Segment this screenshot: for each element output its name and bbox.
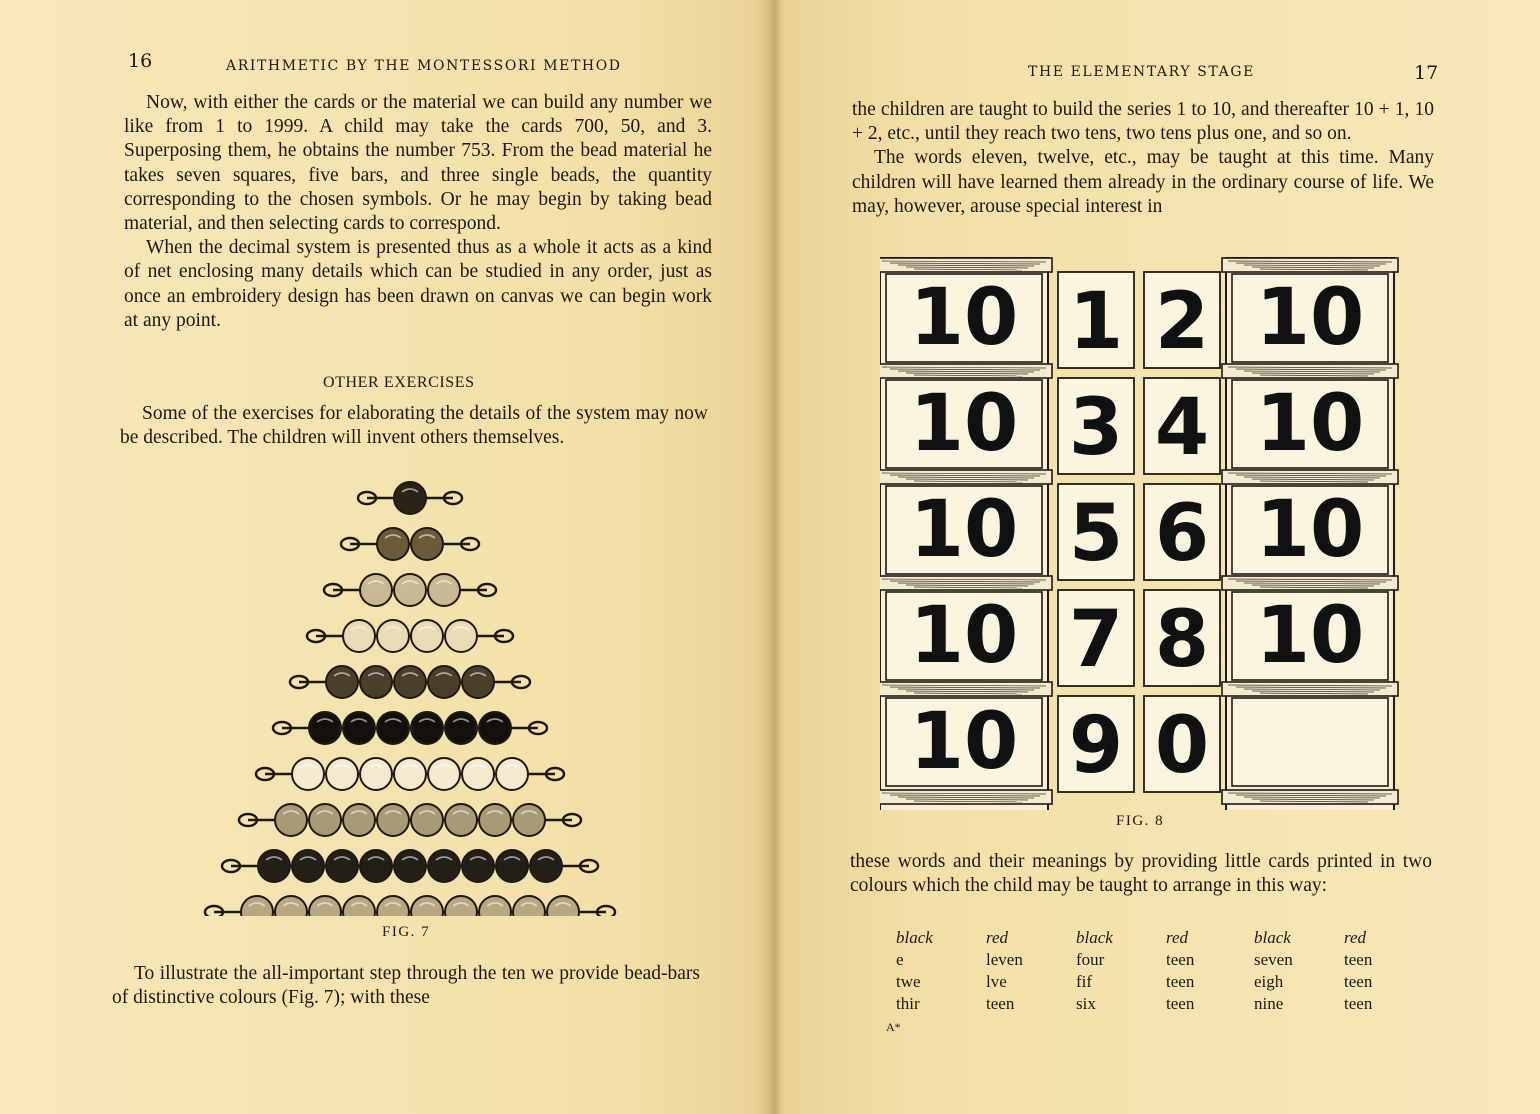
digit-card (1144, 378, 1220, 474)
bead-bar (290, 666, 530, 698)
bead (428, 758, 460, 790)
body-text (850, 850, 1432, 898)
bead (377, 804, 409, 836)
word-column (1344, 928, 1424, 1016)
word-column (896, 928, 976, 1016)
board-slat (1222, 258, 1398, 272)
bead (292, 758, 324, 790)
word-column (986, 928, 1066, 1016)
figure-caption: FIG. 8 (1116, 813, 1165, 829)
word-fragment: eigh (1254, 972, 1284, 991)
bead (360, 574, 392, 606)
board-slat (880, 470, 1052, 484)
board-slat (880, 682, 1052, 696)
signature-mark: A* (886, 1020, 901, 1034)
bead-bar (273, 712, 547, 744)
column-header: red (1166, 928, 1189, 947)
bead (445, 620, 477, 652)
bead (241, 896, 273, 916)
bead (394, 574, 426, 606)
digit-card-label: 6 (1154, 489, 1210, 579)
bead-bar (239, 804, 581, 836)
digit-card-label: 8 (1154, 595, 1210, 685)
word-fragment: leven (986, 950, 1023, 969)
bead (360, 758, 392, 790)
bead (445, 804, 477, 836)
bead (428, 850, 460, 882)
tens-card: 10 (1255, 273, 1365, 363)
bead (377, 712, 409, 744)
bead (411, 804, 443, 836)
column-header: black (1076, 928, 1113, 947)
word-fragment: thir (896, 994, 920, 1013)
paragraph: The words eleven, twelve, etc., may be taught at this time. Many children will have learned them already in the ordinary course of life. We may, however, arouse special interest in (852, 147, 1434, 217)
bead (343, 896, 375, 916)
digit-card-label: 9 (1068, 701, 1124, 791)
word-fragment: teen (1166, 994, 1195, 1013)
word-fragment: nine (1254, 994, 1284, 1013)
bead (377, 528, 409, 560)
board-slat (880, 258, 1052, 272)
word-fragment: teen (1344, 972, 1373, 991)
bead (394, 482, 426, 514)
bead (360, 666, 392, 698)
board-slat (880, 576, 1052, 590)
board-slat (880, 790, 1052, 804)
tens-card: 10 (909, 485, 1019, 575)
bead (275, 804, 307, 836)
bead (326, 758, 358, 790)
paragraph: these words and their meanings by providing little cards printed in two colours which the child may be taught to arrange in this way: (850, 851, 1432, 897)
bead (360, 850, 392, 882)
word-fragment: teen (1166, 972, 1195, 991)
bead-bar (205, 896, 615, 916)
paragraph: Now, with either the cards or the material we can build any number we like from 1 to 1999. A child may take the cards 700, 50, and 3. Superposing them, he obtains the number 753. From the bead material he takes seven squares, five bars, and three single beads, the quantity corresponding to the chosen symbols. Or he may begin by taking bead material, and then selecting cards to correspond. (124, 92, 712, 235)
right-page (776, 0, 1540, 1114)
body-text (112, 962, 700, 1010)
bead (462, 758, 494, 790)
bead (479, 804, 511, 836)
body-text (852, 98, 1434, 219)
body-text (124, 91, 712, 333)
body-text (120, 402, 708, 450)
bead (292, 850, 324, 882)
tens-card: 10 (1255, 379, 1365, 469)
board-slat (1222, 682, 1398, 696)
bead-bar (256, 758, 564, 790)
bead (394, 758, 426, 790)
paragraph: the children are taught to build the series 1 to 10, and thereafter 10 + 1, 10 + 2, etc., until they reach two tens, two tens plus one, and so on. (852, 99, 1434, 145)
digit-card (1058, 696, 1134, 792)
digit-card-label: 7 (1068, 595, 1124, 685)
word-fragment: teen (1166, 950, 1195, 969)
tens-card: 10 (909, 379, 1019, 469)
column-header: red (1344, 928, 1367, 947)
column-header: black (896, 928, 933, 947)
digit-card-label: 3 (1068, 383, 1124, 473)
bead (377, 620, 409, 652)
seguin-board-figure (880, 254, 1400, 810)
tens-board (1226, 258, 1394, 810)
bead (513, 804, 545, 836)
word-column (1254, 928, 1334, 1016)
digit-card (1058, 590, 1134, 686)
board-slat (1222, 470, 1398, 484)
word-column (1076, 928, 1156, 1016)
tens-card: 10 (1255, 485, 1365, 575)
digit-card (1144, 696, 1220, 792)
word-fragment: teen (1344, 994, 1373, 1013)
word-fragment: twe (896, 972, 921, 991)
bead (411, 528, 443, 560)
digit-card-label: 1 (1068, 277, 1124, 367)
bead (445, 896, 477, 916)
board-slat (1222, 790, 1398, 804)
word-fragment: teen (1344, 950, 1373, 969)
word-fragment: fif (1076, 972, 1093, 991)
tens-board (880, 258, 1048, 810)
word-fragment: teen (986, 994, 1015, 1013)
bead (275, 896, 307, 916)
word-column (1166, 928, 1246, 1016)
bead-bar (358, 482, 462, 514)
bead (343, 620, 375, 652)
digit-card-label: 2 (1154, 277, 1210, 367)
bead (343, 804, 375, 836)
bead (479, 712, 511, 744)
word-fragment: four (1076, 950, 1105, 969)
bead (343, 712, 375, 744)
page-number: 16 (128, 50, 153, 72)
bead (428, 574, 460, 606)
bead (462, 850, 494, 882)
digit-card (1144, 484, 1220, 580)
digit-card-label: 4 (1154, 383, 1210, 473)
word-fragment: lve (986, 972, 1007, 991)
bead (411, 712, 443, 744)
figure-caption: FIG. 7 (382, 924, 431, 940)
page-number: 17 (1414, 62, 1439, 84)
board-slat (1222, 364, 1398, 378)
bead (394, 666, 426, 698)
bead-bar (307, 620, 513, 652)
word-fragment: e (896, 950, 904, 969)
paragraph: Some of the exercises for elaborating the details of the system may now be described. The children will invent others themselves. (120, 403, 708, 449)
bead-bar (324, 574, 496, 606)
bead (411, 896, 443, 916)
bead (309, 896, 341, 916)
bead (377, 896, 409, 916)
bead (530, 850, 562, 882)
bead (326, 666, 358, 698)
tens-card: 10 (909, 591, 1019, 681)
digit-card-label: 5 (1068, 489, 1124, 579)
bead (309, 804, 341, 836)
tens-card: 10 (1255, 591, 1365, 681)
bead (496, 758, 528, 790)
digit-card-label: 0 (1154, 701, 1210, 791)
bead (258, 850, 290, 882)
column-header: red (986, 928, 1009, 947)
running-head: ARITHMETIC BY THE MONTESSORI METHOD (226, 58, 622, 74)
section-heading: OTHER EXERCISES (323, 374, 475, 391)
column-header: black (1254, 928, 1291, 947)
bead (428, 666, 460, 698)
digit-card (1058, 272, 1134, 368)
tens-card: 10 (909, 697, 1019, 787)
bead (496, 850, 528, 882)
digit-card (1058, 378, 1134, 474)
bead (326, 850, 358, 882)
digit-card (1144, 272, 1220, 368)
bead-bar (341, 528, 479, 560)
word-fragment: six (1076, 994, 1096, 1013)
bead (513, 896, 545, 916)
bead-stair-figure (190, 476, 630, 916)
bead (445, 712, 477, 744)
bead (309, 712, 341, 744)
board-slat (880, 364, 1052, 378)
bead (411, 620, 443, 652)
bead (394, 850, 426, 882)
paragraph: When the decimal system is presented thus as a whole it acts as a kind of net enclosing many details which can be studied in any order, just as once an embroidery design has been drawn on canvas we can begin work at any point. (124, 237, 712, 331)
bead-bar (222, 850, 598, 882)
word-fragment: seven (1254, 950, 1293, 969)
tens-card: 10 (909, 273, 1019, 363)
bead (547, 896, 579, 916)
running-head: THE ELEMENTARY STAGE (1028, 64, 1255, 80)
digit-card (1144, 590, 1220, 686)
board-slat (1222, 576, 1398, 590)
digit-card (1058, 484, 1134, 580)
bead (462, 666, 494, 698)
paragraph: To illustrate the all-important step through the ten we provide bead-bars of distinctive colours (Fig. 7); with these (112, 963, 700, 1009)
bead (479, 896, 511, 916)
word-table (896, 928, 1416, 1018)
